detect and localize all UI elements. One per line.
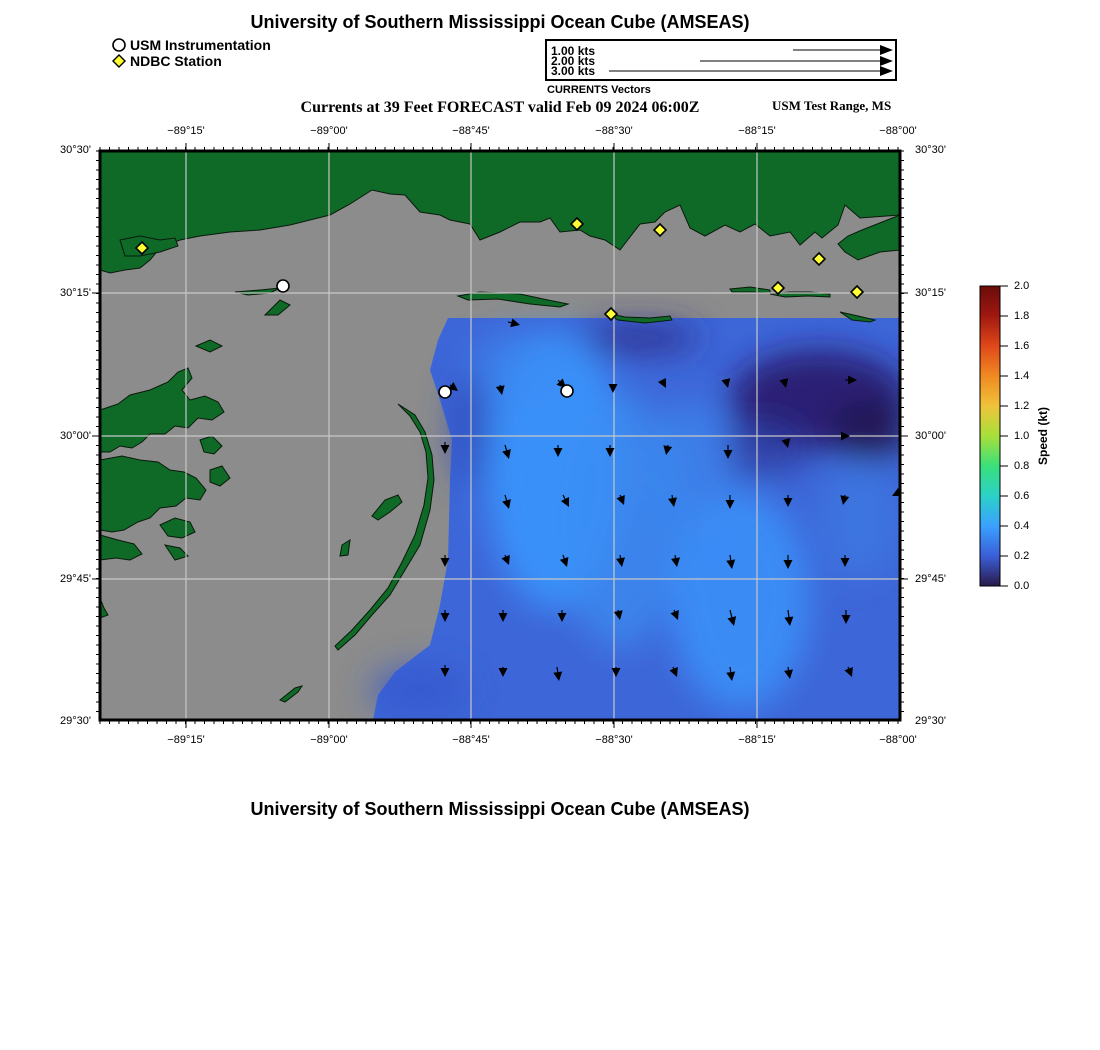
lon-tick-bottom: −88°30' bbox=[595, 734, 633, 746]
colorbar-tick-label: 0.2 bbox=[1014, 550, 1030, 562]
current-vector-shaft bbox=[450, 385, 451, 386]
lon-tick-bottom: −88°00' bbox=[879, 734, 917, 746]
lat-tick-right: 29°30' bbox=[915, 715, 946, 727]
colorbar-tick-label: 1.6 bbox=[1014, 340, 1030, 352]
lon-tick-top: −88°00' bbox=[879, 125, 917, 137]
vector-scale-1: 1.00 kts bbox=[551, 44, 596, 58]
current-vector-shaft bbox=[508, 322, 511, 323]
colorbar-tick-label: 1.2 bbox=[1014, 400, 1030, 412]
lon-tick-top: −88°15' bbox=[738, 125, 776, 137]
lon-tick-bottom: −89°15' bbox=[167, 734, 205, 746]
current-vector-shaft bbox=[673, 667, 674, 669]
vector-caption: CURRENTS Vectors bbox=[547, 84, 651, 96]
colorbar-tick-label: 1.0 bbox=[1014, 430, 1030, 442]
colorbar-label: Speed (kt) bbox=[1036, 406, 1050, 466]
usm-instrument-marker[interactable] bbox=[561, 385, 573, 397]
lat-tick-left: 30°30' bbox=[60, 144, 91, 156]
map-title: University of Southern Mississippi Ocean Cube (AMSEAS) bbox=[250, 12, 750, 32]
footer-title: University of Southern Mississippi Ocean Cube (AMSEAS) bbox=[250, 799, 750, 819]
lat-tick-left: 29°45' bbox=[60, 573, 91, 585]
lon-tick-bottom: −88°15' bbox=[738, 734, 776, 746]
vector-scale-2: 2.00 kts bbox=[551, 54, 596, 68]
current-vector-shaft bbox=[730, 667, 731, 672]
current-vector-shaft bbox=[788, 667, 789, 670]
region-label: USM Test Range, MS bbox=[772, 98, 892, 113]
speed-field bbox=[370, 318, 910, 725]
lat-tick-right: 30°00' bbox=[915, 430, 946, 442]
usm-instrument-marker[interactable] bbox=[277, 280, 289, 292]
usm-instrument-marker[interactable] bbox=[439, 386, 451, 398]
lon-tick-top: −88°45' bbox=[452, 125, 490, 137]
current-vector-shaft bbox=[505, 555, 506, 557]
lon-tick-top: −89°15' bbox=[167, 125, 205, 137]
current-vector-shaft bbox=[620, 555, 621, 558]
colorbar bbox=[980, 286, 1000, 586]
current-vector-shaft bbox=[674, 610, 675, 612]
lat-tick-right: 29°45' bbox=[915, 573, 946, 585]
colorbar-tick-label: 1.8 bbox=[1014, 310, 1030, 322]
colorbar-ticks bbox=[1000, 286, 1008, 586]
current-vector-shaft bbox=[557, 667, 558, 672]
lat-tick-left: 29°30' bbox=[60, 715, 91, 727]
current-vector-shaft bbox=[620, 495, 621, 497]
lon-tick-top: −88°30' bbox=[595, 125, 633, 137]
current-vector-shaft bbox=[675, 555, 676, 558]
map-area bbox=[100, 151, 910, 725]
legend-usm-label: USM Instrumentation bbox=[130, 37, 271, 53]
legend-ndbc-label: NDBC Station bbox=[130, 53, 222, 69]
colorbar-tick-label: 0.8 bbox=[1014, 460, 1030, 472]
colorbar-tick-label: 0.6 bbox=[1014, 490, 1030, 502]
map-subtitle: Currents at 39 Feet FORECAST valid Feb 09 2024 06:00Z bbox=[300, 99, 700, 116]
lat-tick-left: 30°00' bbox=[60, 430, 91, 442]
current-vector-shaft bbox=[672, 495, 673, 498]
colorbar-tick-label: 0.0 bbox=[1014, 580, 1030, 592]
lon-tick-bottom: −89°00' bbox=[310, 734, 348, 746]
colorbar-tick-label: 2.0 bbox=[1014, 280, 1030, 292]
vector-scale-3: 3.00 kts bbox=[551, 64, 596, 78]
current-vector-shaft bbox=[730, 555, 731, 560]
current-vector-shaft bbox=[848, 667, 849, 669]
lon-tick-top: −89°00' bbox=[310, 125, 348, 137]
lat-tick-right: 30°30' bbox=[915, 144, 946, 156]
lat-tick-left: 30°15' bbox=[60, 287, 91, 299]
colorbar-tick-label: 1.4 bbox=[1014, 370, 1030, 382]
colorbar-tick-label: 0.4 bbox=[1014, 520, 1030, 532]
lat-tick-right: 30°15' bbox=[915, 287, 946, 299]
lon-tick-bottom: −88°45' bbox=[452, 734, 490, 746]
